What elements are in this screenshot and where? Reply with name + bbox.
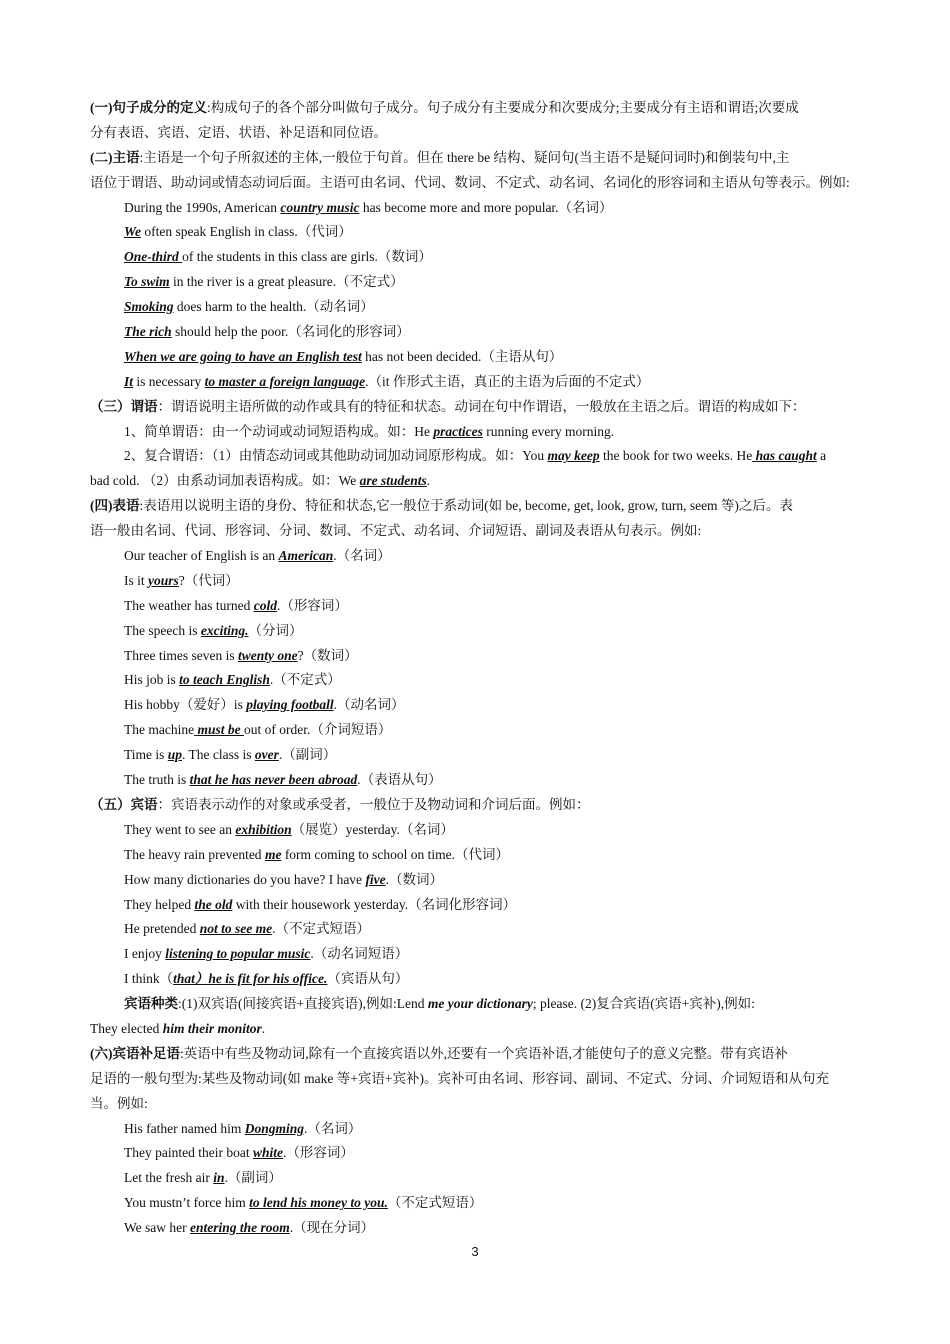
- example-text: .（副词）: [224, 1170, 282, 1186]
- highlight-text: over: [254, 747, 279, 763]
- paragraph-text: 语一般由名词、代词、形容词、分词、数词、不定式、动名词、介词短语、副词及表语从句表示。例如:: [90, 523, 702, 539]
- example-text: .（不定式短语）: [272, 921, 370, 937]
- section-predicative-line-1: [90, 494, 860, 519]
- subject-examples: [90, 196, 860, 395]
- paragraph-text: :表语用以说明主语的身份、特征和状态,它一般位于系动词(如 be, become, get, look, grow, turn, seem 等)之后。表: [139, 498, 793, 514]
- example-text: .（形容词）: [276, 597, 348, 613]
- highlight-text: To swim: [124, 274, 170, 290]
- example-text: The machine: [124, 722, 195, 738]
- example-line: [90, 544, 860, 569]
- highlight-text: Smoking: [124, 299, 174, 315]
- example-text: 1、简单谓语：由一个动词或动词短语构成。如：He: [124, 423, 434, 439]
- example-text: .（现在分词）: [289, 1220, 375, 1236]
- highlight-text: me: [264, 846, 282, 862]
- example-line: [90, 270, 860, 295]
- example-text: I enjoy: [124, 946, 166, 962]
- example-line: [90, 1191, 860, 1216]
- example-text: His hobby（爱好）is: [124, 697, 247, 713]
- highlight-text: not to see me: [199, 921, 273, 937]
- object-examples: [90, 818, 860, 992]
- example-text: The truth is: [124, 772, 190, 788]
- highlight-text: are students: [359, 473, 427, 489]
- example-text: .（数词）: [385, 871, 444, 887]
- example-text: Our teacher of English is an: [124, 548, 279, 564]
- section-definition-line-1: [90, 96, 860, 121]
- example-text: The speech is: [124, 622, 201, 638]
- example-text: often speak English in class.（代词）: [141, 224, 352, 240]
- example-line: [90, 1117, 860, 1142]
- emphasis-text: me your dictionary: [427, 996, 533, 1012]
- page-number: 3: [471, 1244, 479, 1259]
- example-line: [90, 868, 860, 893]
- highlight-text: that he has never been abroad: [189, 772, 358, 788]
- emphasis-text: him their monitor: [162, 1020, 262, 1036]
- paragraph-text: 语位于谓语、助动词或情态动词后面。主语可由名词、代词、数词、不定式、动名词、名词化的形容词和主语从句等表示。例如:: [90, 174, 850, 190]
- example-text: out of order.（介词短语）: [243, 722, 392, 738]
- section-heading: (四)表语: [90, 498, 140, 514]
- example-text: Three times seven is: [124, 647, 238, 663]
- highlight-text: five: [365, 871, 386, 887]
- example-text: .（形容词）: [282, 1145, 354, 1161]
- example-text: .（动名词）: [333, 697, 405, 713]
- example-text: is necessary: [133, 373, 205, 389]
- section-heading: (六)宾语补足语: [90, 1045, 180, 1061]
- example-text: （分词）: [248, 622, 303, 638]
- example-text: ?（代词）: [178, 572, 239, 588]
- example-line: [90, 967, 860, 992]
- example-text: （不定式短语）: [387, 1195, 483, 1211]
- example-line: [90, 768, 860, 793]
- example-text: They painted their boat: [124, 1145, 253, 1161]
- example-line: [90, 917, 860, 942]
- example-text: .（名词）: [333, 548, 391, 564]
- example-text: .（不定式）: [269, 672, 341, 688]
- highlight-text: listening to popular music: [165, 946, 311, 962]
- paragraph-text: ：宾语表示动作的对象或承受者，一般位于及物动词和介词后面。例如：: [157, 796, 590, 812]
- example-text: bad cold. （2）由系动词加表语构成。如：We: [90, 473, 360, 489]
- highlight-text: the old: [194, 896, 233, 912]
- highlight-text: white: [252, 1145, 283, 1161]
- section-predicative-line-2: [90, 519, 860, 544]
- example-text: does harm to the health.（动名词）: [173, 299, 374, 315]
- example-text: They elected: [90, 1020, 163, 1036]
- example-text: .（副词）: [278, 747, 337, 763]
- example-text: 2、复合谓语：（1）由情态动词或其他助动词加动词原形构成。如：You: [124, 448, 548, 464]
- example-line: [90, 295, 860, 320]
- example-text: has become more and more popular.（名词）: [359, 199, 613, 215]
- highlight-text: Dongming: [244, 1120, 304, 1136]
- example-line: [90, 942, 860, 967]
- highlight-text: It: [124, 373, 134, 389]
- highlight-text: entering the room: [190, 1220, 290, 1236]
- highlight-text: We: [124, 224, 141, 240]
- highlight-text: country music: [280, 199, 360, 215]
- highlight-text: yours: [148, 572, 179, 588]
- highlight-text: up: [167, 747, 183, 763]
- highlight-text: may keep: [547, 448, 600, 464]
- example-text: They went to see an: [124, 821, 236, 837]
- section-heading: （三）谓语: [90, 398, 158, 414]
- compound-predicate-line: [90, 444, 860, 469]
- example-text: .（it 作形式主语，真正的主语为后面的不定式）: [365, 373, 650, 389]
- example-text: Let the fresh air: [124, 1170, 214, 1186]
- example-text: During the 1990s, American: [124, 199, 281, 215]
- example-text: （宾语从句）: [327, 971, 409, 987]
- example-line: [90, 843, 860, 868]
- example-line: [90, 818, 860, 843]
- section-complement-line-2: [90, 1067, 860, 1092]
- example-text: .（名词）: [304, 1120, 362, 1136]
- document-page: [90, 96, 860, 1241]
- section-object-line-1: [90, 793, 860, 818]
- highlight-text: twenty one: [237, 647, 298, 663]
- section-predicate-line-1: [90, 395, 860, 420]
- highlight-text: has caught: [752, 448, 817, 464]
- example-line: [90, 245, 860, 270]
- paragraph-text: 分有表语、宾语、定语、状语、补足语和同位语。: [90, 124, 387, 140]
- paragraph-text: :英语中有些及物动词,除有一个直接宾语以外,还要有一个宾语补语,才能使句子的意义完整。带有宾语补: [180, 1045, 788, 1061]
- example-text: .（动名词短语）: [310, 946, 409, 962]
- section-subject-line-2: [90, 171, 860, 196]
- example-text: ; please. (2)复合宾语(宾语+宾补),例如:: [532, 996, 755, 1012]
- paragraph-text: 当。例如:: [90, 1095, 148, 1111]
- example-text: We saw her: [124, 1220, 191, 1236]
- section-heading: (二)主语: [90, 149, 140, 165]
- example-line: [90, 619, 860, 644]
- example-text: .: [426, 473, 431, 489]
- example-text: form coming to school on time.（代词）: [281, 846, 510, 862]
- compound-predicate-line-2: [90, 469, 860, 494]
- example-line: [90, 345, 860, 370]
- example-line: [90, 743, 860, 768]
- section-heading: （五）宾语: [90, 796, 158, 812]
- highlight-text: that）he is fit for his office.: [173, 971, 328, 987]
- section-definition-line-2: [90, 121, 860, 146]
- example-text: a: [816, 448, 827, 464]
- section-heading: (一)句子成分的定义: [90, 100, 207, 115]
- highlight-text: to master a foreign language: [204, 373, 366, 389]
- example-text: The weather has turned: [124, 597, 254, 613]
- highlight-text: practices: [433, 423, 483, 439]
- example-text: The heavy rain prevented: [124, 846, 265, 862]
- predicative-examples: [90, 544, 860, 793]
- section-subject-line-1: [90, 146, 860, 171]
- example-line: [90, 893, 860, 918]
- highlight-text: playing football: [246, 697, 334, 713]
- highlight-text: American: [278, 548, 334, 564]
- paragraph-text: :构成句子的各个部分叫做句子成分。句子成分有主要成分和次要成分;主要成分有主语和谓语;次要成: [207, 100, 799, 115]
- subheading: 宾语种类: [124, 996, 178, 1012]
- example-text: :(1)双宾语(间接宾语+直接宾语),例如:Lend: [178, 996, 428, 1012]
- example-line: [90, 1166, 860, 1191]
- highlight-text: The rich: [124, 324, 172, 340]
- example-text: You mustn’t force him: [124, 1195, 250, 1211]
- paragraph-text: 足语的一般句型为:某些及物动词(如 make 等+宾语+宾补)。宾补可由名词、形容词、副词、不定式、分词、介词短语和从句充: [90, 1070, 829, 1086]
- example-text: ?（数词）: [297, 647, 358, 663]
- highlight-text: One-third: [124, 249, 183, 265]
- example-text: How many dictionaries do you have? I have: [124, 871, 366, 887]
- example-line: [90, 668, 860, 693]
- highlight-text: exhibition: [235, 821, 292, 837]
- example-line: [90, 594, 860, 619]
- example-text: Time is: [124, 747, 168, 763]
- example-text: Is it: [124, 572, 149, 588]
- complement-examples: [90, 1117, 860, 1241]
- highlight-text: in: [213, 1170, 225, 1186]
- section-complement-line-3: [90, 1092, 860, 1117]
- simple-predicate-line: [90, 420, 860, 445]
- example-text: with their housework yesterday.（名词化形容词）: [232, 896, 517, 912]
- example-line: [90, 1216, 860, 1241]
- example-line: [90, 370, 860, 395]
- paragraph-text: ：谓语说明主语所做的动作或具有的特征和状态。动词在句中作谓语，一般放在主语之后。谓语的构成如下：: [157, 398, 806, 414]
- example-line: [90, 220, 860, 245]
- example-text: .（表语从句）: [357, 772, 442, 788]
- example-text: .: [261, 1020, 266, 1036]
- example-line: [90, 644, 860, 669]
- example-line: [90, 1141, 860, 1166]
- highlight-text: When we are going to have an English test: [124, 348, 362, 364]
- example-text: His job is: [124, 672, 180, 688]
- example-line: [90, 320, 860, 345]
- example-text: He pretended: [124, 921, 200, 937]
- example-text: running every morning.: [482, 423, 615, 439]
- example-text: should help the poor.（名词化的形容词）: [171, 324, 410, 340]
- example-text: His father named him: [124, 1120, 245, 1136]
- paragraph-text: :主语是一个句子所叙述的主体,一般位于句首。但在 there be 结构、疑问句(当主语不是疑问词时)和倒装句中,主: [139, 149, 790, 165]
- example-text: has not been decided.（主语从句）: [361, 348, 563, 364]
- example-text: of the students in this class are girls.（数词）: [182, 249, 432, 265]
- example-line: [90, 693, 860, 718]
- example-text: . The class is: [182, 747, 255, 763]
- highlight-text: must be: [194, 722, 244, 738]
- example-text: in the river is a great pleasure.（不定式）: [169, 274, 404, 290]
- example-line: [90, 196, 860, 221]
- highlight-text: to teach English: [179, 672, 270, 688]
- example-text: They helped: [124, 896, 195, 912]
- section-complement-line-1: [90, 1042, 860, 1067]
- example-text: （展览）yesterday.（名词）: [291, 821, 454, 837]
- highlight-text: exciting.: [200, 622, 249, 638]
- highlight-text: to lend his money to you.: [249, 1195, 388, 1211]
- highlight-text: cold: [253, 597, 277, 613]
- example-line: [90, 718, 860, 743]
- example-text: I think（: [124, 971, 174, 987]
- example-line: [90, 569, 860, 594]
- example-text: the book for two weeks. He: [599, 448, 753, 464]
- object-types-line-2: [90, 1017, 860, 1042]
- object-types-line-1: [90, 992, 860, 1017]
